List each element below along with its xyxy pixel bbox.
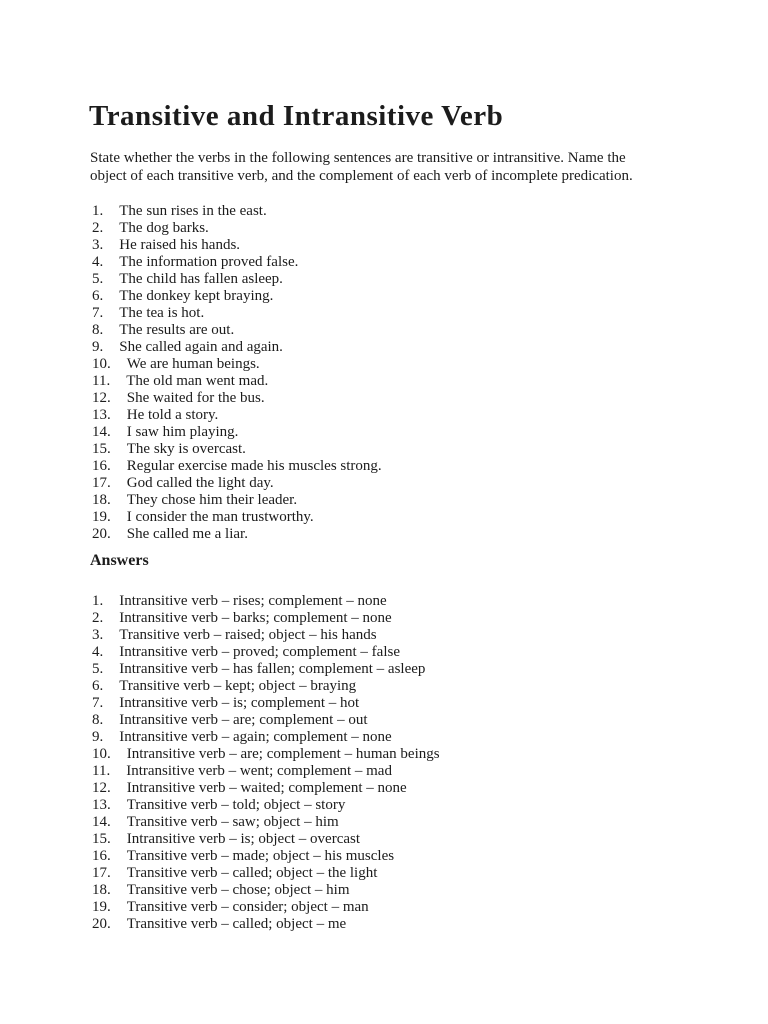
question-text: God called the light day. <box>126 475 274 491</box>
answer-number: 17. <box>92 865 111 881</box>
answer-text: Transitive verb – saw; object – him <box>126 814 339 830</box>
answer-number: 10. <box>92 746 111 762</box>
answer-item <box>92 780 440 797</box>
question-text: The results are out. <box>119 322 235 338</box>
answer-item <box>92 695 440 712</box>
question-text: Regular exercise made his muscles strong. <box>126 458 382 474</box>
answer-number: 3. <box>92 627 104 643</box>
intro-line-1: State whether the verbs in the following sentences are transitive or intransitive. Name the <box>90 150 626 166</box>
question-text: The tea is hot. <box>119 305 205 321</box>
question-item <box>92 322 382 339</box>
answer-text: Intransitive verb – barks; complement – none <box>119 610 392 626</box>
question-item <box>92 424 382 441</box>
question-number: 6. <box>92 288 104 304</box>
question-item <box>92 203 382 220</box>
question-item <box>92 254 382 271</box>
answer-number: 12. <box>92 780 111 796</box>
question-text: We are human beings. <box>126 356 260 372</box>
answer-number: 18. <box>92 882 111 898</box>
question-text: He told a story. <box>126 407 219 423</box>
answer-text: Intransitive verb – rises; complement – none <box>119 593 387 609</box>
answer-text: Transitive verb – kept; object – braying <box>119 678 357 694</box>
question-number: 14. <box>92 424 111 440</box>
answer-text: Intransitive verb – proved; complement – false <box>119 644 400 660</box>
answer-item <box>92 763 440 780</box>
question-number: 10. <box>92 356 111 372</box>
question-text: She called again and again. <box>119 339 283 355</box>
question-number: 19. <box>92 509 111 525</box>
question-item <box>92 509 382 526</box>
question-item <box>92 407 382 424</box>
question-number: 17. <box>92 475 111 491</box>
question-text: The dog barks. <box>119 220 209 236</box>
question-item <box>92 339 382 356</box>
question-text: They chose him their leader. <box>126 492 298 508</box>
question-number: 7. <box>92 305 104 321</box>
question-text: The child has fallen asleep. <box>119 271 283 287</box>
answer-text: Transitive verb – consider; object – man <box>126 899 369 915</box>
answer-number: 20. <box>92 916 111 932</box>
question-text: The sky is overcast. <box>126 441 246 457</box>
page-title: Transitive and Intransitive Verb <box>89 100 504 132</box>
answer-item <box>92 712 440 729</box>
question-item <box>92 441 382 458</box>
answer-text: Transitive verb – raised; object – his hands <box>119 627 377 643</box>
answer-text: Intransitive verb – are; complement – out <box>119 712 368 728</box>
answer-number: 9. <box>92 729 104 745</box>
question-number: 2. <box>92 220 104 236</box>
answers-heading: Answers <box>90 552 149 569</box>
question-number: 11. <box>92 373 111 389</box>
question-item <box>92 237 382 254</box>
question-text: The sun rises in the east. <box>119 203 267 219</box>
answer-item <box>92 831 440 848</box>
answer-number: 19. <box>92 899 111 915</box>
answer-number: 5. <box>92 661 104 677</box>
answer-item <box>92 814 440 831</box>
answer-text: Transitive verb – made; object – his muscles <box>126 848 395 864</box>
question-number: 15. <box>92 441 111 457</box>
question-text: I saw him playing. <box>126 424 239 440</box>
answer-number: 8. <box>92 712 104 728</box>
question-item <box>92 458 382 475</box>
question-text: He raised his hands. <box>119 237 241 253</box>
answer-item <box>92 746 440 763</box>
answer-number: 11. <box>92 763 111 779</box>
question-text: The donkey kept braying. <box>119 288 274 304</box>
questions-list <box>92 203 382 543</box>
question-number: 4. <box>92 254 104 270</box>
question-item <box>92 390 382 407</box>
answer-item <box>92 797 440 814</box>
answer-text: Intransitive verb – is; object – overcast <box>126 831 361 847</box>
question-item <box>92 288 382 305</box>
answer-item <box>92 865 440 882</box>
question-item <box>92 305 382 322</box>
question-number: 13. <box>92 407 111 423</box>
question-number: 5. <box>92 271 104 287</box>
answer-number: 15. <box>92 831 111 847</box>
question-item <box>92 526 382 543</box>
question-item <box>92 271 382 288</box>
answer-number: 6. <box>92 678 104 694</box>
answer-item <box>92 644 440 661</box>
answer-number: 7. <box>92 695 104 711</box>
question-text: She called me a liar. <box>126 526 248 542</box>
answer-text: Intransitive verb – has fallen; complement – asleep <box>119 661 426 677</box>
answer-item <box>92 882 440 899</box>
answer-text: Intransitive verb – is; complement – hot <box>119 695 360 711</box>
question-number: 9. <box>92 339 104 355</box>
answer-item <box>92 593 440 610</box>
question-item <box>92 220 382 237</box>
answer-number: 2. <box>92 610 104 626</box>
question-number: 18. <box>92 492 111 508</box>
answer-number: 14. <box>92 814 111 830</box>
question-number: 3. <box>92 237 104 253</box>
question-item <box>92 356 382 373</box>
answer-text: Transitive verb – told; object – story <box>126 797 346 813</box>
question-number: 12. <box>92 390 111 406</box>
question-text: The information proved false. <box>119 254 299 270</box>
answer-text: Intransitive verb – waited; complement – none <box>126 780 407 796</box>
intro-line-2: object of each transitive verb, and the complement of each verb of incomplete predication. <box>90 168 633 184</box>
question-number: 1. <box>92 203 104 219</box>
answer-text: Intransitive verb – went; complement – mad <box>126 763 392 779</box>
question-text: The old man went mad. <box>126 373 269 389</box>
question-item <box>92 492 382 509</box>
question-number: 20. <box>92 526 111 542</box>
question-item <box>92 475 382 492</box>
answer-text: Transitive verb – called; object – me <box>126 916 347 932</box>
answer-text: Transitive verb – chose; object – him <box>126 882 350 898</box>
answer-item <box>92 899 440 916</box>
answer-item <box>92 661 440 678</box>
answer-number: 4. <box>92 644 104 660</box>
answer-text: Transitive verb – called; object – the light <box>126 865 378 881</box>
question-number: 16. <box>92 458 111 474</box>
answers-list <box>92 593 440 933</box>
answer-number: 16. <box>92 848 111 864</box>
intro-paragraph <box>90 149 633 185</box>
question-text: She waited for the bus. <box>126 390 265 406</box>
question-text: I consider the man trustworthy. <box>126 509 314 525</box>
answer-item <box>92 848 440 865</box>
question-item <box>92 373 382 390</box>
answer-item <box>92 678 440 695</box>
answer-item <box>92 610 440 627</box>
answer-text: Intransitive verb – again; complement – none <box>119 729 392 745</box>
question-number: 8. <box>92 322 104 338</box>
answer-number: 1. <box>92 593 104 609</box>
answer-text: Intransitive verb – are; complement – human beings <box>126 746 440 762</box>
answer-item <box>92 729 440 746</box>
answer-item <box>92 627 440 644</box>
answer-item <box>92 916 440 933</box>
answer-number: 13. <box>92 797 111 813</box>
